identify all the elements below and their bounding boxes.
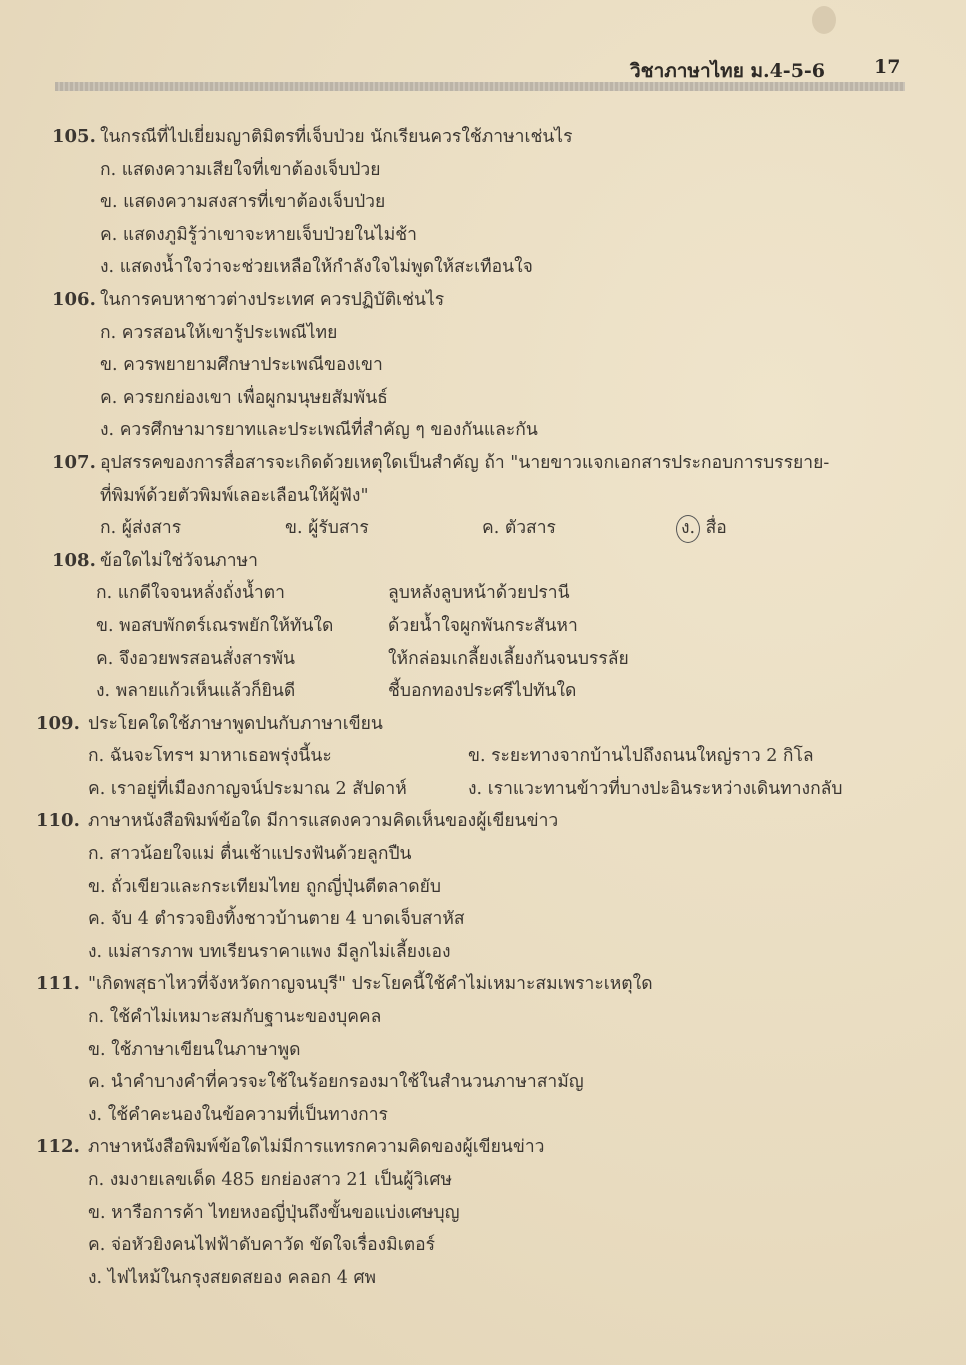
option-line — [0, 838, 966, 871]
option-label: ข. — [285, 518, 303, 539]
question-line — [0, 805, 966, 838]
option-line — [0, 1164, 966, 1197]
answer-option — [88, 1066, 584, 1099]
option-line — [0, 1066, 966, 1099]
option-text: ผู้รับสาร — [308, 518, 369, 539]
answer-option — [88, 838, 412, 871]
option-text: นำคำบางคำที่ควรจะใช้ในร้อยกรองมาใช้ในสำนวนภาษาสามัญ — [110, 1072, 584, 1093]
question-text: "เกิดพสุธาไหวที่จังหวัดกาญจนบุรี" ประโยคนี้ใช้คำไม่เหมาะสมเพราะเหตุใด — [88, 974, 653, 995]
answer-option — [88, 1197, 460, 1230]
answer-option — [100, 512, 181, 545]
answer-option — [88, 903, 465, 936]
answer-option — [88, 1099, 388, 1132]
option-line — [0, 1197, 966, 1230]
option-label: ข. — [88, 1039, 106, 1060]
verse-line — [0, 675, 966, 708]
option-label: ก. — [96, 583, 113, 604]
question-line — [0, 121, 966, 154]
answer-option — [88, 871, 441, 904]
answer-option — [100, 154, 381, 187]
option-text: หารือการค้า ไทยหงอญี่ปุ่นถึงขั้นขอแบ่งเศษบุญ — [111, 1202, 460, 1223]
option-label: ง. — [88, 941, 103, 962]
question-number: 106. — [52, 288, 96, 310]
option-label: ง. — [468, 778, 483, 799]
option-label: ค. — [100, 224, 118, 245]
option-label: ง. — [96, 681, 111, 702]
option-label: ก. — [88, 1007, 105, 1028]
answer-option — [100, 382, 388, 415]
option-text: แกดีใจจนหลั่งถั่งน้ำตา — [117, 583, 285, 604]
answer-option — [88, 1001, 381, 1034]
option-line — [0, 382, 966, 415]
answer-option — [88, 740, 332, 773]
question-text: ประโยคใดใช้ภาษาพูดปนกับภาษาเขียน — [88, 713, 383, 734]
option-text: แสดงน้ำใจว่าจะช่วยเหลือให้กำลังใจไม่พูดให้สะเทือนใจ — [119, 257, 533, 278]
verse-line — [0, 577, 966, 610]
answer-option — [482, 512, 556, 545]
question-number: 112. — [36, 1136, 80, 1158]
option-line — [0, 903, 966, 936]
answer-option — [96, 643, 295, 676]
question-text: อุปสรรคของการสื่อสารจะเกิดด้วยเหตุใดเป็นสำคัญ ถ้า "นายขาวแจกเอกสารประกอบการบรรยาย- — [100, 452, 830, 473]
option-label: ก. — [100, 518, 117, 539]
verse-line — [0, 643, 966, 676]
question-text: ในกรณีที่ไปเยี่ยมญาติมิตรที่เจ็บป่วย นักเรียนควรใช้ภาษาเช่นไร — [100, 127, 573, 147]
option-label: ง. — [100, 420, 115, 441]
answer-option — [100, 414, 538, 447]
option-line — [0, 1262, 966, 1295]
option-line — [0, 936, 966, 969]
question-text: ที่พิมพ์ด้วยตัวพิมพ์เลอะเลือนให้ผู้ฟัง" — [100, 485, 369, 506]
answer-option — [100, 317, 337, 350]
header-rule — [55, 82, 905, 91]
question-line — [0, 708, 966, 741]
page-number: 17 — [874, 56, 901, 78]
option-line — [0, 349, 966, 382]
verse-second-half: ลูบหลังลูบหน้าด้วยปรานี — [388, 583, 570, 604]
option-line — [0, 154, 966, 187]
answer-option — [88, 936, 451, 969]
option-label: ค. — [88, 909, 106, 930]
options-row — [0, 512, 966, 545]
answer-option — [680, 512, 727, 545]
option-text: แม่สารภาพ บทเรียนราคาแพง มีลูกไม่เลี้ยงเอง — [107, 941, 451, 962]
question-number: 108. — [52, 549, 96, 571]
option-label: ข. — [100, 355, 118, 376]
option-text: ควรสอนให้เขารู้ประเพณีไทย — [121, 322, 338, 343]
option-text: ตัวสาร — [504, 518, 556, 539]
option-label: ข. — [100, 192, 118, 213]
option-text: ควรพยายามศึกษาประเพณีของเขา — [123, 355, 383, 376]
circled-option-label: ง. — [676, 515, 700, 543]
option-line — [0, 1034, 966, 1067]
question-line — [0, 968, 966, 1001]
question-number: 107. — [52, 451, 96, 473]
option-label: ก. — [88, 1170, 105, 1190]
option-text: ระยะทางจากบ้านไปถึงถนนใหญ่ราว 2 กิโล — [491, 746, 814, 767]
option-label: ง. — [88, 1267, 103, 1288]
option-label: ง. — [100, 257, 115, 278]
option-text: ถั่วเขียวและกระเทียมไทย ถูกญี่ปุ่นตีตลาดยับ — [111, 876, 441, 897]
option-text: แสดงความเสียใจที่เขาต้องเจ็บป่วย — [121, 159, 381, 180]
option-line — [0, 186, 966, 219]
answer-option — [88, 1034, 301, 1067]
option-label: ค. — [88, 1072, 106, 1093]
question-line — [0, 447, 966, 480]
verse-second-half: ชี้บอกทองประศรีไปทันใด — [388, 681, 577, 702]
option-line — [0, 414, 966, 447]
option-label: ข. — [96, 615, 114, 636]
option-label: ง. — [88, 1104, 103, 1125]
option-text: จ่อหัวยิงคนไฟฟ้าดับคาวัด ขัดใจเรื่องมิเตอร์ — [110, 1235, 435, 1256]
question-number: 111. — [36, 973, 80, 995]
option-label: ก. — [88, 844, 105, 865]
answer-option — [285, 512, 369, 545]
option-text: ฉันจะโทรฯ มาหาเธอพรุ่งนี้นะ — [109, 746, 332, 767]
option-label: ก. — [100, 159, 117, 180]
option-text: ควรศึกษามารยาทและประเพณีที่สำคัญ ๆ ของกันและกัน — [119, 420, 538, 441]
option-text: สาวน้อยใจแม่ ตื่นเช้าแปรงฟันด้วยลูกปืน — [109, 844, 412, 865]
answer-option — [100, 186, 385, 219]
option-text: งมงายเลขเด็ด 485 ยกย่องสาว 21 เป็นผู้วิเศษ — [109, 1170, 453, 1190]
running-title: วิชาภาษาไทย ม.4-5-6 — [630, 60, 826, 82]
verse-second-half: ให้กล่อมเกลี้ยงเลี้ยงกันจนบรรลัย — [388, 648, 629, 669]
answer-option — [100, 219, 417, 252]
option-label: ข. — [88, 876, 106, 897]
option-label: ค. — [482, 518, 500, 539]
question-number: 105. — [52, 126, 96, 147]
option-text: จึงอวยพรสอนสั่งสารพัน — [118, 648, 295, 669]
paper-stain — [812, 6, 836, 34]
option-label: ข. — [468, 746, 486, 767]
answer-option — [468, 740, 814, 773]
verse-second-half: ด้วยน้ำใจผูกพันกระสันหา — [388, 615, 578, 636]
option-text: เราอยู่ที่เมืองกาญจน์ประมาณ 2 สัปดาห์ — [110, 778, 407, 799]
answer-option — [88, 1164, 452, 1197]
option-text: ใช้ภาษาเขียนในภาษาพูด — [111, 1039, 301, 1060]
option-text: พลายแก้วเห็นแล้วก็ยินดี — [115, 681, 296, 702]
option-text: จับ 4 ตำรวจยิงทิ้งชาวบ้านตาย 4 บาดเจ็บสาหัส — [110, 909, 465, 930]
option-line — [0, 251, 966, 284]
question-text: ในการคบหาชาวต่างประเทศ ควรปฏิบัติเช่นไร — [100, 289, 445, 310]
option-text: แสดงความสงสารที่เขาต้องเจ็บป่วย — [123, 192, 386, 213]
option-text: ใช้คำไม่เหมาะสมกับฐานะของบุคคล — [109, 1007, 382, 1028]
option-text: สื่อ — [705, 518, 727, 539]
option-text: ใช้คำคะนองในข้อความที่เป็นทางการ — [107, 1104, 388, 1125]
option-label: ก. — [100, 322, 117, 343]
question-line — [0, 284, 966, 317]
option-text: ควรยกย่องเขา เพื่อผูกมนุษยสัมพันธ์ — [122, 387, 388, 408]
answer-option — [96, 577, 285, 610]
options-row — [0, 740, 966, 773]
answer-option — [100, 251, 533, 284]
verse-line — [0, 610, 966, 643]
question-line — [0, 545, 966, 578]
option-line — [0, 1229, 966, 1262]
question-line — [0, 1131, 966, 1164]
question-number: 110. — [36, 810, 80, 832]
option-text: เราแวะทานข้าวที่บางปะอินระหว่างเดินทางกลับ — [487, 778, 843, 799]
option-label: ค. — [88, 1235, 106, 1256]
question-text: ภาษาหนังสือพิมพ์ข้อใดไม่มีการแทรกความคิดของผู้เขียนข่าว — [88, 1137, 545, 1158]
option-line — [0, 1099, 966, 1132]
option-line — [0, 219, 966, 252]
option-text: แสดงภูมิรู้ว่าเขาจะหายเจ็บป่วยในไม่ช้า — [122, 224, 417, 245]
question-text: ภาษาหนังสือพิมพ์ข้อใด มีการแสดงความคิดเห็นของผู้เขียนข่าว — [88, 811, 559, 832]
answer-option — [88, 1262, 376, 1295]
option-text: พอสบพักตร์เณรพยักให้ทันใด — [119, 615, 334, 636]
question-list — [0, 121, 966, 1294]
option-line — [0, 871, 966, 904]
question-text: ข้อใดไม่ใช่วัจนภาษา — [100, 550, 258, 571]
answer-option — [100, 349, 383, 382]
option-line — [0, 1001, 966, 1034]
answer-option — [88, 1229, 435, 1262]
options-row — [0, 773, 966, 806]
option-text: ผู้ส่งสาร — [121, 518, 182, 539]
answer-option — [96, 675, 295, 708]
answer-option — [96, 610, 333, 643]
option-label: ค. — [100, 387, 118, 408]
answer-option — [88, 773, 407, 806]
option-text: ไฟไหม้ในกรุงสยดสยอง คลอก 4 ศพ — [107, 1267, 377, 1288]
option-label: ค. — [96, 648, 114, 669]
answer-option — [468, 773, 843, 806]
option-label: ข. — [88, 1202, 106, 1223]
question-number: 109. — [36, 712, 80, 734]
option-label: ค. — [88, 778, 106, 799]
question-continuation — [0, 480, 966, 513]
option-line — [0, 317, 966, 350]
option-label: ก. — [88, 746, 105, 767]
